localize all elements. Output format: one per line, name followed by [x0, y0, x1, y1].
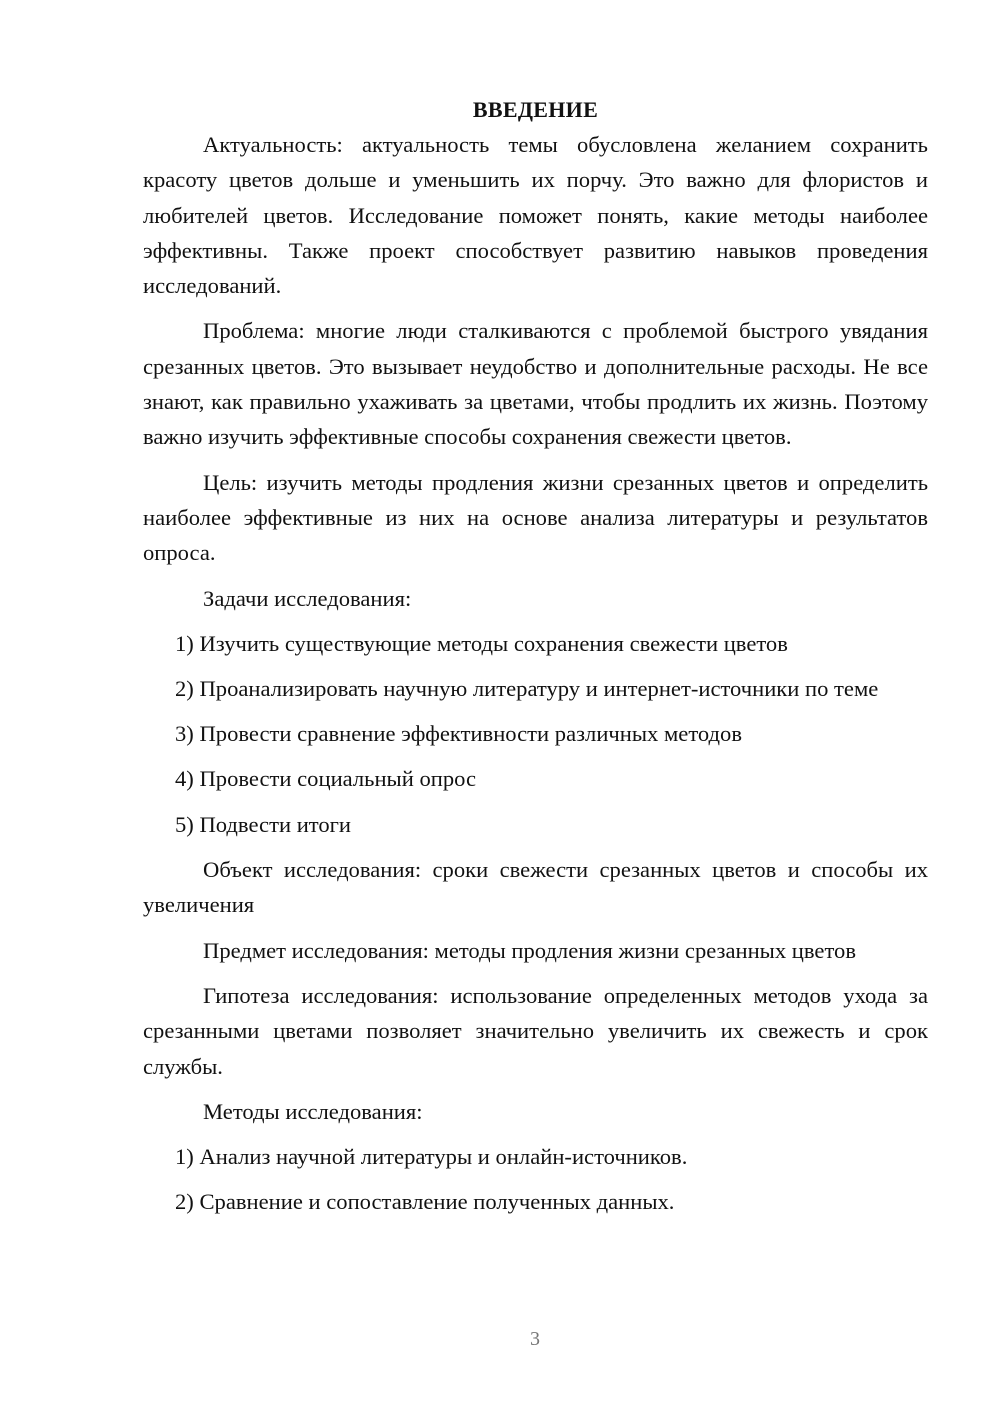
section-title: ВВЕДЕНИЕ	[472, 97, 599, 122]
page-content	[143, 92, 928, 1229]
method-item-1: 1) Анализ научной литературы и онлайн-источников.	[175, 1143, 688, 1169]
object-paragraph: Объект исследования: сроки свежести срезанных цветов и способы их увеличения	[143, 857, 928, 918]
task-item-2: 2) Проанализировать научную литературу и интернет-источники по теме	[175, 675, 879, 701]
task-item-1: 1) Изучить существующие методы сохранения свежести цветов	[175, 630, 788, 656]
method-item-2: 2) Сравнение и сопоставление полученных данных.	[175, 1189, 675, 1215]
tasks-heading: Задачи исследования:	[203, 585, 412, 611]
task-item-3: 3) Провести сравнение эффективности различных методов	[175, 721, 742, 747]
task-item-5: 5) Подвести итоги	[175, 811, 352, 837]
goal-paragraph: Цель: изучить методы продления жизни срезанных цветов и определить наиболее эффективные из них на основе анализа литературы и результатов опроса.	[143, 469, 928, 566]
task-item-4: 4) Провести социальный опрос	[175, 766, 477, 792]
page-number: 3	[530, 1328, 540, 1350]
subject-paragraph: Предмет исследования: методы продления жизни срезанных цветов	[203, 937, 857, 963]
methods-heading: Методы исследования:	[203, 1098, 423, 1124]
relevance-paragraph: Актуальность: актуальность темы обусловлена желанием сохранить красоту цветов дольше и уменьшить их порчу. Это важно для флористов и любителей цветов. Исследование поможет понять, какие методы наиболее эффективны. Также проект способствует развитию навыков проведения исследований.	[143, 132, 928, 299]
hypothesis-paragraph: Гипотеза исследования: использование определенных методов ухода за срезанными цветами позволяет значительно увеличить их свежесть и срок службы.	[143, 982, 928, 1079]
problem-paragraph: Проблема: многие люди сталкиваются с проблемой быстрого увядания срезанных цветов. Это вызывает неудобство и дополнительные расходы. Не все знают, как правильно ухаживать за цветами, чтобы продлить их жизнь. Поэтому важно изучить эффективные способы сохранения свежести цветов.	[143, 318, 928, 450]
